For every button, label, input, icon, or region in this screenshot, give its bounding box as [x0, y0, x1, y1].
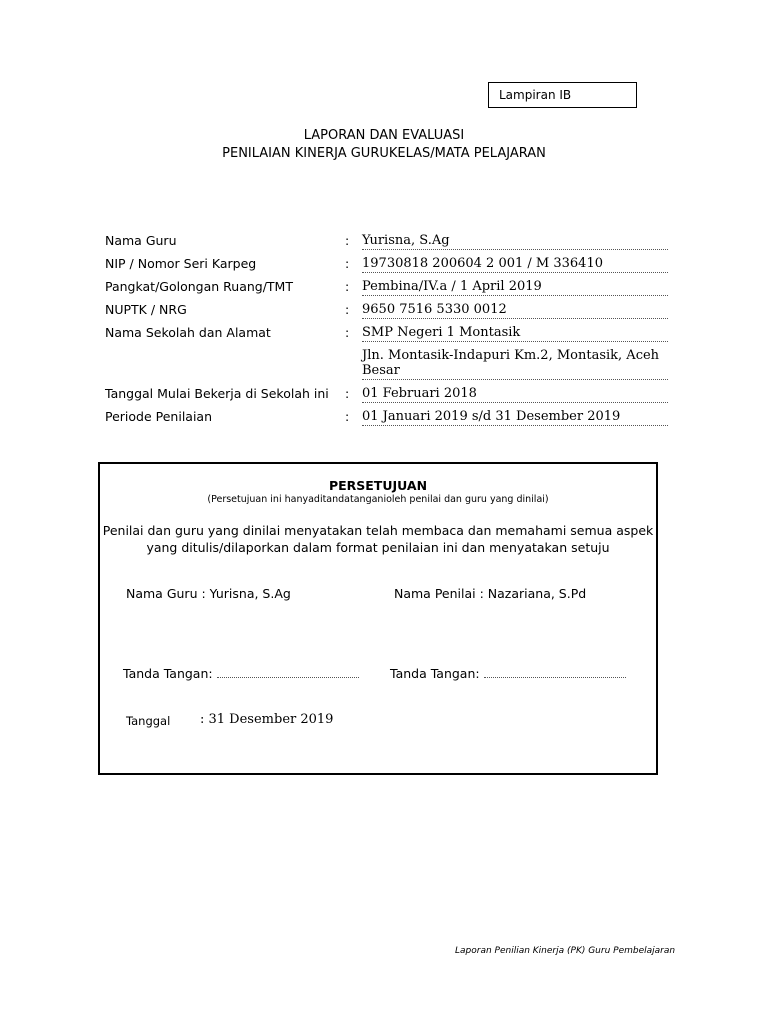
sig-guru-tanda-tangan [123, 666, 359, 681]
nama-guru-value: Yurisna, S.Ag [362, 233, 668, 250]
signature-line [484, 667, 626, 678]
sekolah-address-line1: Jln. Montasik-Indapuri Km.2, Montasik, Aceh [362, 348, 660, 363]
persetujuan-title: PERSETUJUAN [328, 478, 428, 493]
sig-nama-guru: Nama Guru : Yurisna, S.Ag [126, 586, 291, 601]
persetujuan-statement [100, 522, 656, 556]
nama-guru-colon: : [345, 233, 350, 248]
nuptk-label: NUPTK / NRG [105, 302, 187, 317]
periode-colon: : [345, 409, 350, 424]
signature-line [217, 667, 359, 678]
tanda-tangan-label: Tanda Tangan: [123, 666, 213, 681]
nama-guru-label: Nama Guru [105, 233, 177, 248]
tanggal-value: : 31 Desember 2019 [200, 712, 334, 727]
nip-value: 19730818 200604 2 001 / M 336410 [362, 256, 668, 273]
tanggal-mulai-colon: : [345, 386, 350, 401]
sig-penilai-tanda-tangan [390, 666, 626, 681]
report-subtitle: PENILAIAN KINERJA GURUKELAS/MATA PELAJARAN [222, 146, 546, 161]
persetujuan-subtitle: (Persetujuan ini hanyaditandatanganioleh penilai dan guru yang dinilai) [207, 494, 549, 505]
nuptk-value: 9650 7516 5330 0012 [362, 302, 668, 319]
nip-colon: : [345, 256, 350, 271]
tanda-tangan-label: Tanda Tangan: [390, 666, 480, 681]
nip-label: NIP / Nomor Seri Karpeg [105, 256, 257, 271]
periode-label: Periode Penilaian [105, 409, 213, 424]
sig-nama-penilai: Nama Penilai : Nazariana, S.Pd [394, 586, 587, 601]
tanggal-mulai-label: Tanggal Mulai Bekerja di Sekolah ini [105, 386, 329, 401]
pangkat-colon: : [345, 279, 350, 294]
page-footer: Laporan Penilian Kinerja (PK) Guru Pembelajaran [455, 946, 676, 956]
pangkat-value: Pembina/IV.a / 1 April 2019 [362, 279, 668, 296]
sekolah-colon: : [345, 325, 350, 340]
tanggal-label: Tanggal [126, 714, 171, 728]
sekolah-label: Nama Sekolah dan Alamat [105, 325, 271, 340]
sekolah-value: SMP Negeri 1 Montasik [362, 325, 668, 342]
periode-value: 01 Januari 2019 s/d 31 Desember 2019 [362, 409, 668, 426]
lampiran-box: Lampiran IB [488, 82, 637, 108]
pangkat-label: Pangkat/Golongan Ruang/TMT [105, 279, 293, 294]
report-title: LAPORAN DAN EVALUASI [303, 128, 465, 143]
statement-line-2: yang ditulis/dilaporkan dalam format penilaian ini dan menyatakan setuju [146, 540, 610, 555]
sekolah-address-line2: Besar [362, 363, 668, 380]
persetujuan-box [98, 462, 658, 775]
statement-line-1: Penilai dan guru yang dinilai menyatakan telah membaca dan memahami semua aspek [102, 523, 654, 538]
tanggal-mulai-value: 01 Februari 2018 [362, 386, 668, 403]
nuptk-colon: : [345, 302, 350, 317]
